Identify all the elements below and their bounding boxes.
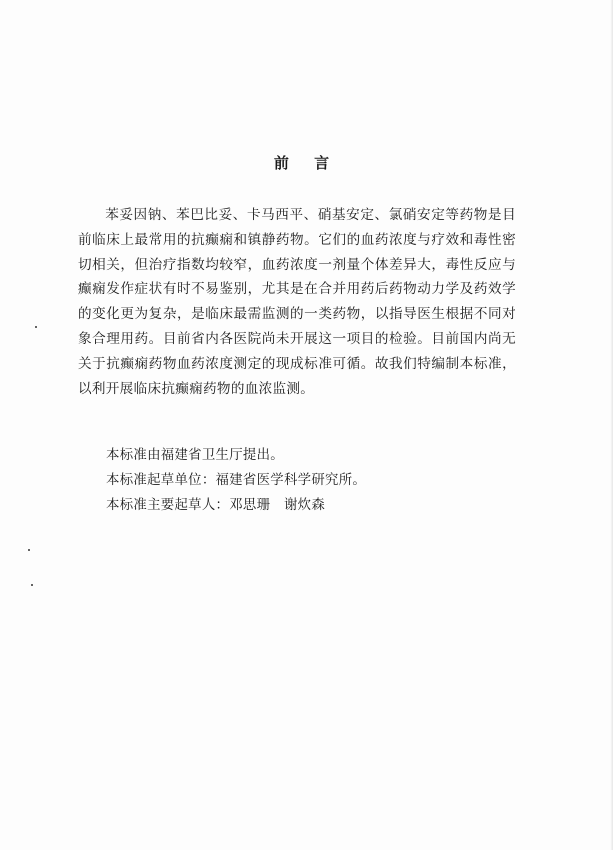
page-title: 前 言 xyxy=(273,154,340,172)
drafters-statement: 本标准主要起草人：邓思珊 谢炊森 xyxy=(106,498,326,513)
proposer-statement: 本标准由福建省卫生厅提出。 xyxy=(106,448,284,463)
foreword-paragraph: 苯妥因钠、苯巴比妥、卡马西平、硝基安定、氯硝安定等药物是目前临床上最常用的抗癫痫和镇静药物。它们的血药浓度与疗效和毒性密切相关，但治疗指数均较窄，血药浓度一剂量个体差异大，毒性反应与癫痫发作症状有时不易鉴别，尤其是在合并用药后药物动力学及药效学的变化更为复杂，是临床最需监测的一类药物，以指导医生根据不同对象合理用药。目前省内各医院尚未开展这一项目的检验。目前国内尚无关于抗癫痫药物血药浓度测定的现成标准可循。故我们特编制本标准，以利开展临床抗癫痫药物的血浓监测。 xyxy=(78,207,516,397)
drafting-unit-statement: 本标准起草单位：福建省医学科学研究所。 xyxy=(106,473,367,488)
scan-speck xyxy=(35,326,37,328)
scan-speck xyxy=(31,584,33,586)
scan-speck xyxy=(28,549,30,551)
